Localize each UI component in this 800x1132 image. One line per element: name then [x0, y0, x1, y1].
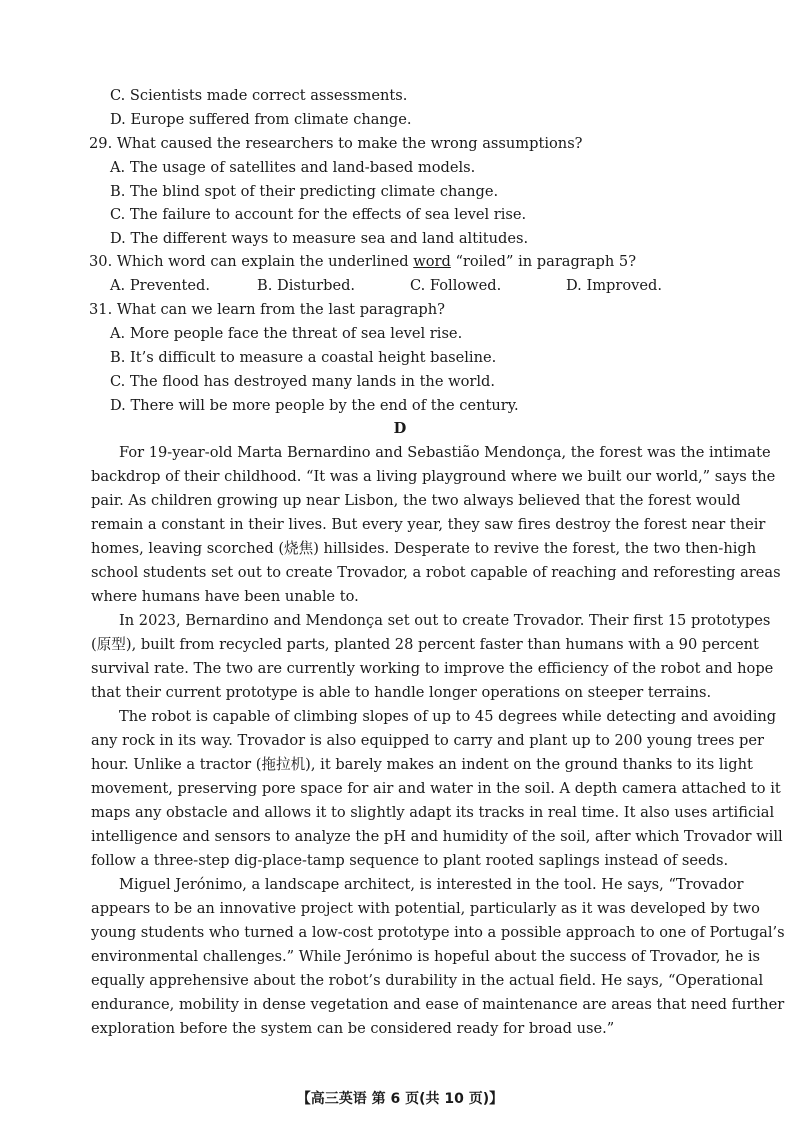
- q30-option-a: A. Prevented.: [110, 277, 211, 294]
- q30-option-b: B. Disturbed.: [257, 277, 356, 294]
- passage-p4-line: equally apprehensive about the robot’s durability in the actual field. He says, “Operational: [91, 972, 764, 989]
- passage-p4-line: appears to be an innovative project with potential, particularly as it was developed by two: [91, 900, 760, 917]
- q31-option-a: A. More people face the threat of sea level rise.: [110, 325, 463, 342]
- passage-p3-line: maps any obstacle and allows it to slightly adapt its tracks in real time. It also uses artificial: [91, 804, 775, 821]
- q29-option-a: A. The usage of satellites and land-based models.: [110, 159, 476, 176]
- q30-stem-post: “roiled” in paragraph 5?: [450, 253, 637, 270]
- passage-p4-line: Miguel Jerónimo, a landscape architect, is interested in the tool. He says, “Trovador: [119, 876, 744, 893]
- passage-p4-line: exploration before the system can be considered ready for broad use.”: [91, 1020, 615, 1037]
- passage-p2-line: that their current prototype is able to handle longer operations on steeper terrains.: [91, 684, 712, 701]
- q28-option-d: D. Europe suffered from climate change.: [110, 111, 412, 128]
- section-heading: D: [393, 420, 407, 437]
- q30-stem-pre: 30. Which word can explain the underlined: [89, 253, 414, 270]
- q30-option-d: D. Improved.: [566, 277, 663, 294]
- passage-p3-line: The robot is capable of climbing slopes of up to 45 degrees while detecting and avoiding: [119, 708, 777, 725]
- q29-option-d: D. The different ways to measure sea and land altitudes.: [110, 230, 529, 247]
- q30-option-c: C. Followed.: [410, 277, 502, 294]
- passage-p2-line: In 2023, Bernardino and Mendonça set out to create Trovador. Their first 15 prototypes: [119, 612, 771, 629]
- passage-p3-line: movement, preserving pore space for air and water in the soil. A depth camera attached to it: [91, 780, 781, 797]
- q31-option-d: D. There will be more people by the end of the century.: [110, 397, 519, 414]
- q29-stem: 29. What caused the researchers to make the wrong assumptions?: [89, 135, 583, 152]
- passage-p1-line: For 19-year-old Marta Bernardino and Sebastião Mendonça, the forest was the intimate: [119, 444, 771, 461]
- q28-option-c: C. Scientists made correct assessments.: [110, 87, 408, 104]
- q31-option-b: B. It’s difficult to measure a coastal height baseline.: [110, 349, 497, 366]
- passage-p1-line: pair. As children growing up near Lisbon, the two always believed that the forest would: [91, 492, 741, 509]
- passage-p3-line: any rock in its way. Trovador is also equipped to carry and plant up to 200 young trees per: [91, 732, 765, 749]
- passage-p4-line: environmental challenges.” While Jerónimo is hopeful about the success of Trovador, he is: [91, 948, 760, 965]
- q29-option-c: C. The failure to account for the effects of sea level rise.: [110, 206, 527, 223]
- q30-options: [110, 276, 670, 296]
- passage-p1-line: remain a constant in their lives. But every year, they saw fires destroy the forest near their: [91, 516, 766, 533]
- q29-option-b: B. The blind spot of their predicting climate change.: [110, 183, 499, 200]
- passage-p3-line: follow a three-step dig-place-tamp sequence to plant rooted saplings instead of seeds.: [91, 852, 729, 869]
- passage-p1-line: backdrop of their childhood. “It was a living playground where we built our world,” says the: [91, 468, 776, 485]
- passage-p1-line: school students set out to create Trovador, a robot capable of reaching and reforesting areas: [91, 564, 781, 581]
- passage-p4-line: endurance, mobility in dense vegetation and ease of maintenance are areas that need further: [91, 996, 785, 1013]
- passage-p4-line: young students who turned a low-cost prototype into a possible approach to one of Portugal’s: [91, 924, 785, 941]
- passage-p1-line: homes, leaving scorched (烧焦) hillsides. Desperate to revive the forest, the two then-high: [91, 540, 757, 557]
- passage-p3-line: intelligence and sensors to analyze the pH and humidity of the soil, after which Trovador will: [91, 828, 783, 845]
- passage-p1-line: where humans have been unable to.: [91, 588, 359, 605]
- passage-p3-line: hour. Unlike a tractor (拖拉机), it barely makes an indent on the ground thanks to its light: [91, 756, 753, 773]
- passage-p2-line: (原型), built from recycled parts, planted 28 percent faster than humans with a 90 percent: [91, 636, 759, 653]
- page-footer: 【高三英语 第 6 页(共 10 页)】: [296, 1091, 504, 1107]
- q31-stem: 31. What can we learn from the last paragraph?: [89, 301, 445, 318]
- passage-p2-line: survival rate. The two are currently working to improve the efficiency of the robot and hope: [91, 660, 774, 677]
- q31-option-c: C. The flood has destroyed many lands in the world.: [110, 373, 496, 390]
- q30-stem: [89, 252, 636, 272]
- q30-underlined-word: word: [413, 253, 451, 270]
